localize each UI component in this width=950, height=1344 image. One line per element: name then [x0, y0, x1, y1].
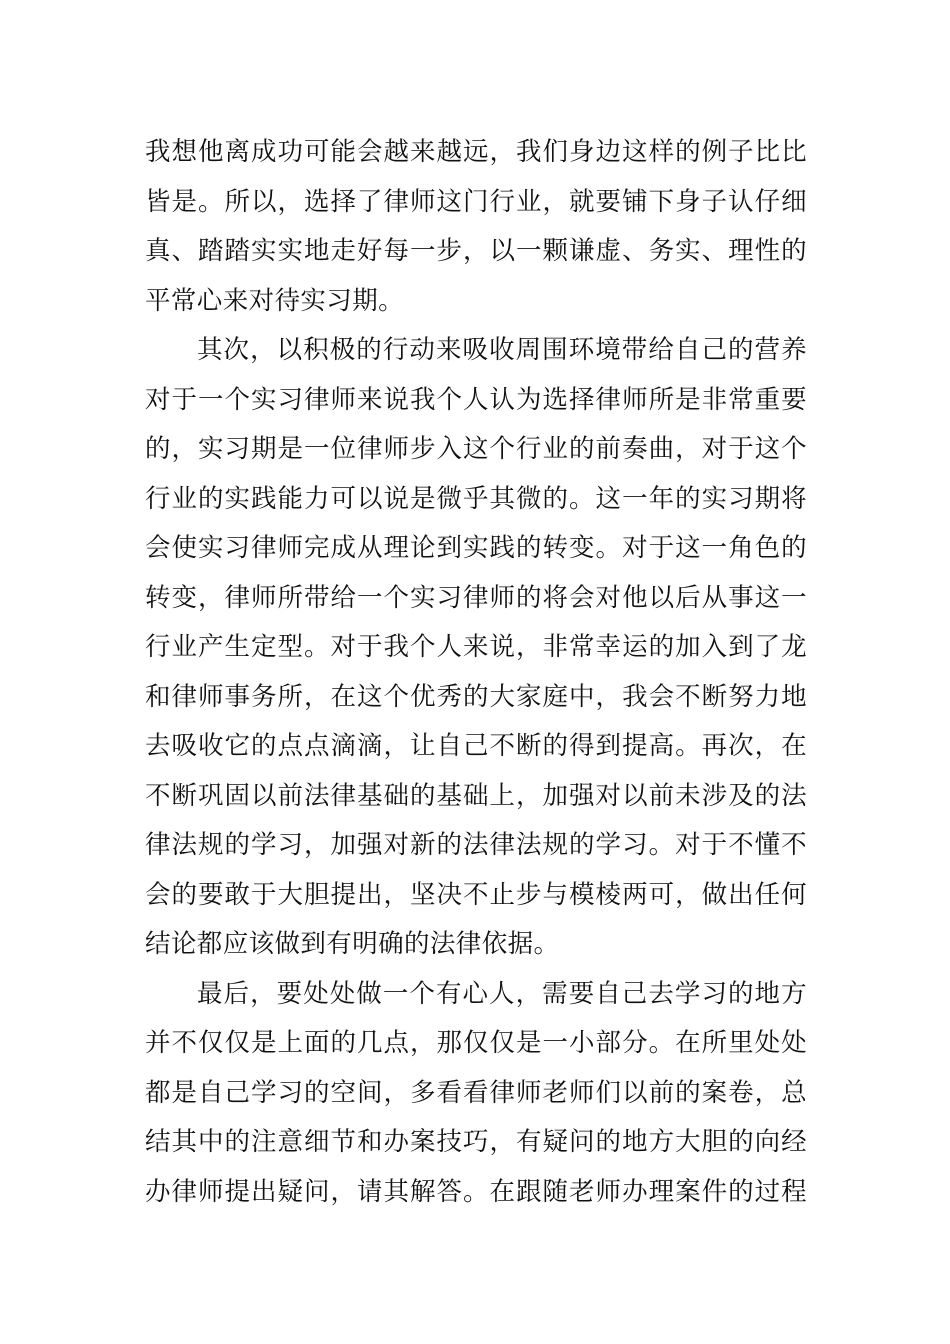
- paragraph-1-line-3: 真、踏踏实实地走好每一步，以一颗谦虚、务实、理性的: [145, 236, 807, 266]
- paragraph-3-line-3: 都是自己学习的空间，多看看律师老师们以前的案卷，总: [145, 1077, 807, 1108]
- paragraph-3-line-2: 并不仅仅是上面的几点，那仅仅是一小部分。在所里处处: [145, 1028, 807, 1058]
- paragraph-1-line-1: 我想他离成功可能会越来越远，我们身边这样的例子比比: [145, 137, 807, 167]
- paragraph-2-line-7: 行业产生定型。对于我个人来说，非常幸运的加入到了龙: [145, 632, 807, 662]
- paragraph-3-line-4: 结其中的注意细节和办案技巧，有疑问的地方大胆的向经: [145, 1127, 807, 1157]
- paragraph-2-line-6: 转变，律师所带给一个实习律师的将会对他以后从事这一: [145, 582, 807, 613]
- paragraph-2-line-8: 和律师事务所，在这个优秀的大家庭中，我会不断努力地: [145, 681, 807, 712]
- paragraph-2-line-3: 的，实习期是一位律师步入这个行业的前奏曲，对于这个: [145, 434, 807, 464]
- paragraph-1-line-2: 皆是。所以，选择了律师这门行业，就要铺下身子认仔细: [145, 186, 807, 217]
- paragraph-3-line-5: 办律师提出疑问，请其解答。在跟随老师办理案件的过程: [145, 1176, 807, 1207]
- paragraph-2-line-4: 行业的实践能力可以说是微乎其微的。这一年的实习期将: [145, 483, 807, 514]
- paragraph-2-line-12: 会的要敢于大胆提出，坚决不止步与模棱两可，做出任何: [145, 879, 807, 910]
- document-body: [145, 128, 807, 1217]
- paragraph-2-line-10: 不断巩固以前法律基础的基础上，加强对以前未涉及的法: [145, 780, 807, 811]
- paragraph-2-line-1: 其次，以积极的行动来吸收周围环境带给自己的营养: [197, 335, 807, 365]
- paragraph-2-line-2: 对于一个实习律师来说我个人认为选择律师所是非常重要: [145, 384, 807, 415]
- paragraph-2-line-11: 律法规的学习，加强对新的法律法规的学习。对于不懂不: [145, 830, 807, 860]
- paragraph-2-line-13: 结论都应该做到有明确的法律依据。: [145, 929, 560, 959]
- paragraph-1-line-4: 平常心来对待实习期。: [145, 285, 405, 316]
- paragraph-3-line-1: 最后，要处处做一个有心人，需要自己去学习的地方: [197, 978, 807, 1009]
- paragraph-2-line-5: 会使实习律师完成从理论到实践的转变。对于这一角色的: [145, 533, 807, 563]
- paragraph-2-line-9: 去吸收它的点点滴滴，让自己不断的得到提高。再次，在: [145, 731, 807, 761]
